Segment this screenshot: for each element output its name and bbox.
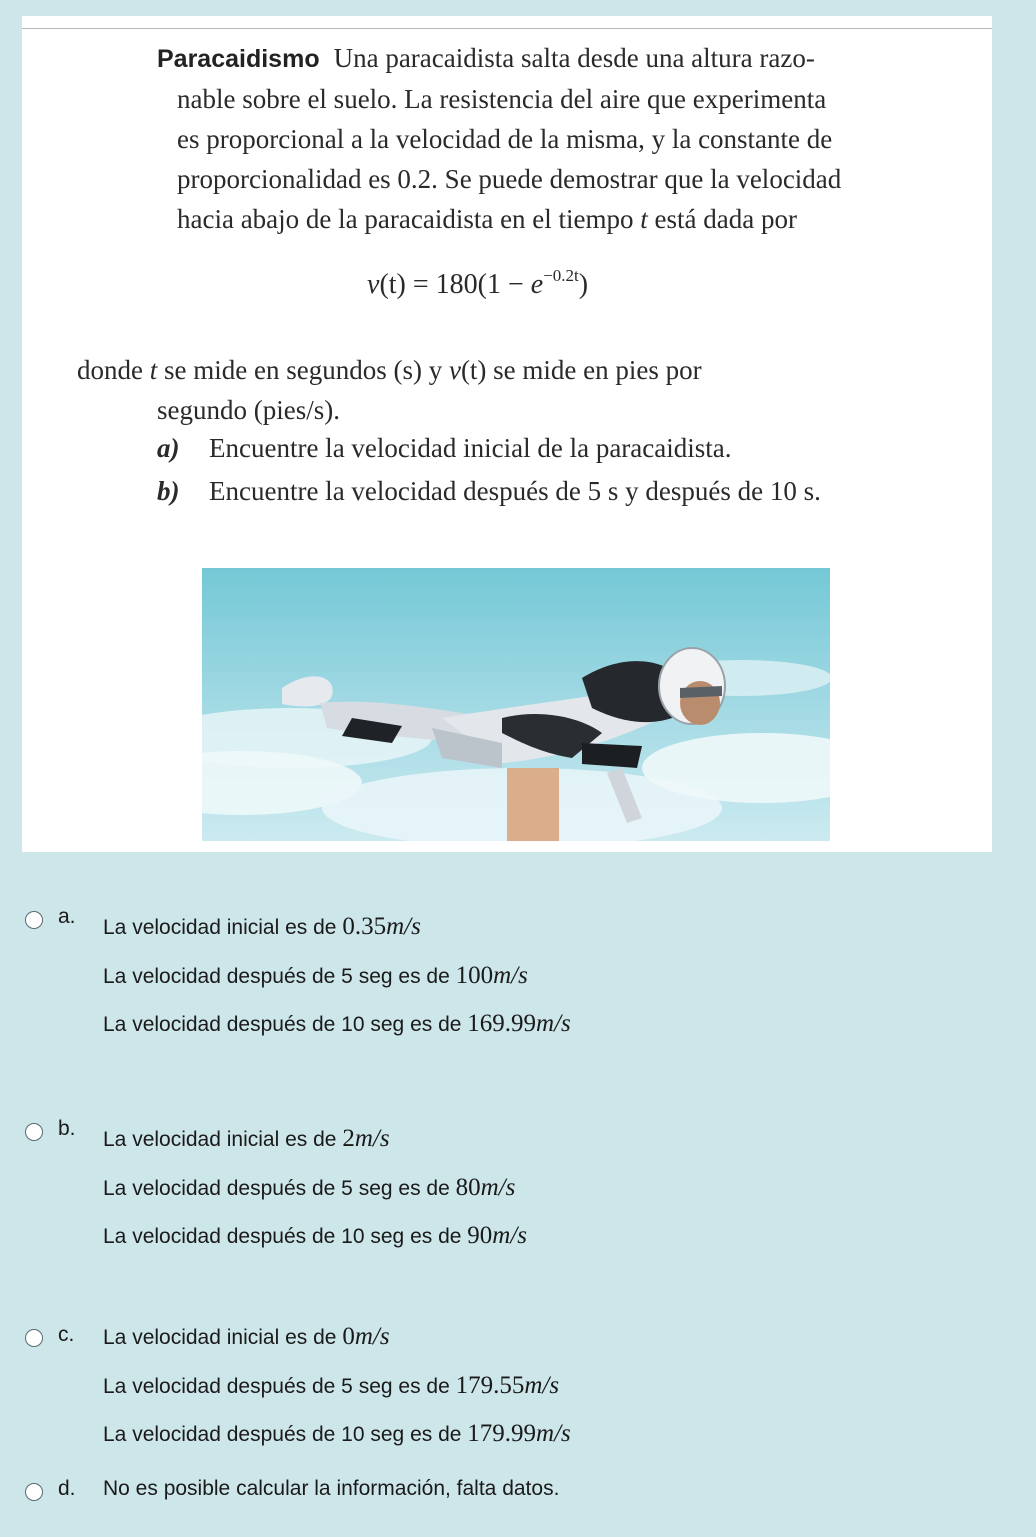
option-c-line-3: [103, 1420, 571, 1448]
option-value: [456, 1372, 559, 1399]
option-d-line-1: No es posible calcular la información, falta datos.: [103, 1477, 560, 1500]
option-b-line-1: [103, 1125, 390, 1153]
option-number: 0: [342, 1323, 355, 1350]
units-text-c: se mide en pies por: [493, 355, 702, 385]
units-line-1: [77, 350, 977, 390]
units-text-b: se mide en segundos (s) y: [164, 355, 443, 385]
option-text: La velocidad inicial es de: [103, 1326, 343, 1349]
problem-card: [22, 16, 992, 852]
question-b-text: Encuentre la velocidad después de 5 s y después de 10 s.: [209, 476, 821, 506]
option-value: [456, 1174, 516, 1201]
option-number: 179.55: [455, 1372, 525, 1399]
option-number: 90: [467, 1222, 493, 1249]
top-divider: [22, 28, 992, 29]
option-text: La velocidad después de 10 seg es de: [103, 1423, 468, 1446]
formula-arg: (t): [379, 269, 406, 300]
option-number: 100: [455, 962, 494, 989]
formula-fn: v: [367, 269, 380, 300]
option-text: La velocidad inicial es de: [103, 1128, 343, 1151]
statement-text-5a: hacia abajo de la paracaidista en el tiempo: [177, 204, 634, 234]
option-a-line-1: [103, 913, 421, 941]
units-text-a: donde: [77, 355, 143, 385]
option-number: 2: [342, 1125, 355, 1152]
statement-line-3: es proporcional a la velocidad de la misma, y la constante de: [177, 124, 833, 154]
units-line-2: segundo (pies/s).: [157, 395, 340, 425]
question-b-letter: b): [157, 476, 180, 506]
option-text: La velocidad después de 5 seg es de: [103, 965, 456, 988]
option-unit: m/s: [480, 1174, 516, 1201]
option-c-letter: c.: [58, 1323, 75, 1346]
option-value: [467, 1420, 570, 1447]
option-a-line-3: [103, 1010, 571, 1038]
formula-eq: = 180(1 −: [405, 269, 531, 300]
option-unit: m/s: [524, 1372, 560, 1399]
option-number: 80: [455, 1174, 481, 1201]
option-c-line-1: [103, 1323, 390, 1351]
option-c-radio[interactable]: [25, 1329, 43, 1347]
option-unit: m/s: [354, 1125, 390, 1152]
option-a-letter: a.: [58, 905, 76, 928]
option-number: 179.99: [467, 1420, 537, 1447]
question-a-letter: a): [157, 433, 180, 463]
units-fn-v: v: [448, 355, 461, 385]
question-b: [157, 476, 821, 507]
option-value: [467, 1010, 570, 1037]
option-unit: m/s: [536, 1420, 571, 1447]
statement-line-5: [157, 199, 957, 239]
option-text: La velocidad después de 10 seg es de: [103, 1225, 468, 1248]
question-a-text: Encuentre la velocidad inicial de la paracaidista.: [209, 433, 732, 463]
option-unit: m/s: [386, 913, 421, 940]
statement-line-1: [157, 38, 957, 79]
option-number: 169.99: [467, 1010, 537, 1037]
problem-statement: [157, 38, 957, 239]
option-text: La velocidad inicial es de: [103, 916, 343, 939]
option-text: La velocidad después de 5 seg es de: [103, 1177, 456, 1200]
formula-base: e: [530, 269, 544, 300]
option-unit: m/s: [492, 1222, 528, 1249]
option-b-radio[interactable]: [25, 1123, 43, 1141]
option-c-line-2: [103, 1372, 559, 1400]
option-text: La velocidad después de 10 seg es de: [103, 1013, 468, 1036]
statement-text-5b: está dada por: [654, 204, 797, 234]
skydiver-illustration: [202, 568, 830, 841]
option-unit: m/s: [536, 1010, 571, 1037]
units-statement: [77, 350, 977, 430]
option-unit: m/s: [354, 1323, 390, 1350]
option-a-line-2: [103, 962, 528, 990]
option-value: [342, 1125, 389, 1152]
option-d-letter: d.: [58, 1477, 76, 1500]
option-unit: m/s: [493, 962, 528, 989]
option-number: 0.35: [342, 913, 387, 940]
option-value: [467, 1222, 527, 1249]
option-b-line-3: [103, 1222, 527, 1250]
velocity-formula: [367, 266, 588, 301]
option-b-line-2: [103, 1174, 515, 1202]
problem-title: Paracaidismo: [157, 45, 320, 73]
question-a: [157, 433, 732, 464]
variable-t: t: [640, 204, 648, 234]
option-value: [342, 1323, 389, 1350]
units-fn-arg: (t): [460, 355, 487, 385]
option-value: [456, 962, 528, 989]
option-text: La velocidad después de 5 seg es de: [103, 1375, 456, 1398]
statement-line-4: proporcionalidad es 0.2. Se puede demostrar que la velocidad: [177, 164, 842, 194]
units-var-t: t: [149, 355, 158, 385]
statement-line-2: nable sobre el suelo. La resistencia del aire que experimenta: [177, 84, 827, 114]
formula-exponent: −0.2t: [543, 266, 579, 285]
option-d-radio[interactable]: [25, 1483, 43, 1501]
option-a-radio[interactable]: [25, 911, 43, 929]
option-value: [342, 913, 420, 940]
statement-text-1: Una paracaidista salta desde una altura razo-: [333, 43, 815, 73]
option-b-letter: b.: [58, 1117, 76, 1140]
formula-close: ): [578, 269, 589, 300]
